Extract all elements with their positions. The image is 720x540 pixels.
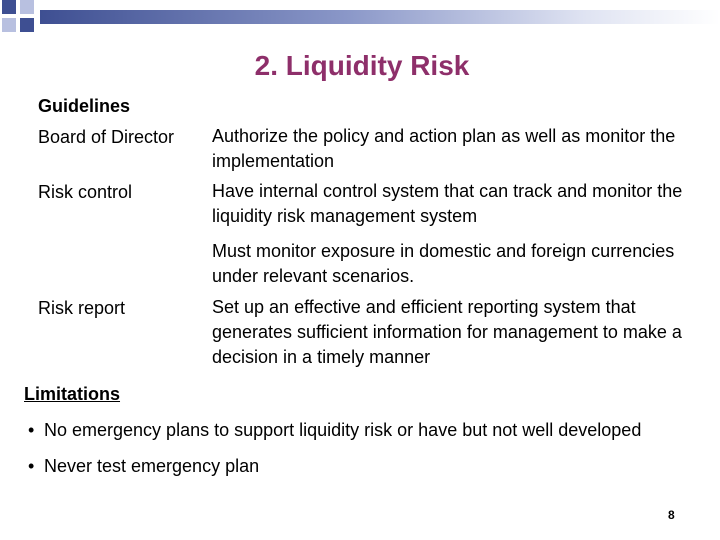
guideline-text: Set up an effective and efficient reporting system that generates sufficient information for management to make a decision in a timely manner [212,297,682,367]
limitations-heading: Limitations [24,384,121,404]
limitation-text: No emergency plans to support liquidity risk or have but not well developed [44,420,642,440]
header-square-light [2,18,16,32]
limitation-text: Never test emergency plan [44,456,260,476]
page-number: 8 [668,508,675,522]
header-decoration [0,0,720,40]
header-gradient-bar [40,10,720,24]
guideline-label: Board of Director [38,127,175,147]
slide-title: 2. Liquidity Risk [254,50,470,81]
guideline-text: Have internal control system that can track and monitor the liquidity risk management system [212,181,683,226]
header-square-dark [20,18,34,32]
guideline-text: Authorize the policy and action plan as well as monitor the implementation [212,126,676,171]
guideline-text: Must monitor exposure in domestic and foreign currencies under relevant scenarios. [212,241,675,286]
guideline-label: Risk report [38,298,126,318]
list-item [28,420,641,441]
bullet-icon: • [28,420,35,440]
list-item [28,456,259,477]
header-square-light [20,0,34,14]
bullet-icon: • [28,456,35,476]
guideline-label: Risk control [38,182,133,202]
header-square-dark [2,0,16,14]
guidelines-heading: Guidelines [38,96,131,116]
